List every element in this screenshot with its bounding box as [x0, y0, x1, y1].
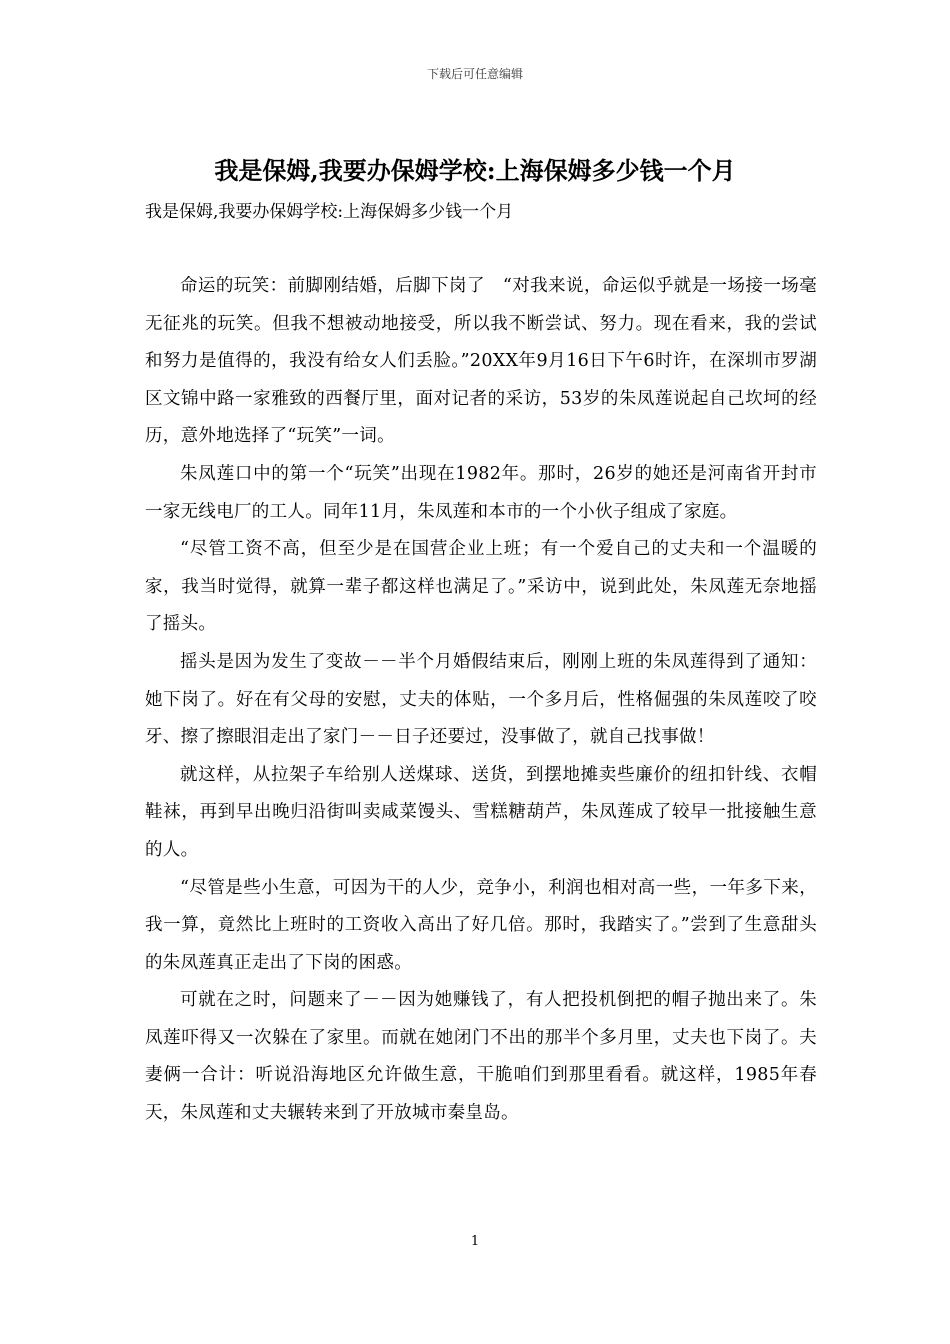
document-title: 我是保姆,我要办保姆学校:上海保姆多少钱一个月 — [214, 156, 736, 185]
document-subtitle: 我是保姆,我要办保姆学校:上海保姆多少钱一个月 — [145, 202, 514, 222]
page-number: 1 — [470, 1234, 480, 1249]
body-paragraph: 摇头是因为发生了变故－－半个月婚假结束后，刚刚上班的朱凤莲得到了通知：她下岗了。好在有父母的安慰，丈夫的体贴，一个多月后，性格倔强的朱凤莲咬了咬牙、擦了擦眼泪走出了家门－－日子还要过，没事做了，就自己找事做！ — [145, 651, 817, 748]
body-paragraph: 朱凤莲口中的第一个“玩笑”出现在1982年。那时，26岁的她还是河南省开封市一家无线电厂的工人。同年11月，朱凤莲和本市的一个小伙子组成了家庭。 — [145, 463, 817, 522]
body-paragraph: 命运的玩笑：前脚刚结婚，后脚下岗了 “对我来说，命运似乎就是一场接一场毫无征兆的玩笑。但我不想被动地接受，所以我不断尝试、努力。现在看来，我的尝试和努力是值得的，我没有给女人们丢脸。”20XX年9月16日下午6时许，在深圳市罗湖区文锦中路一家雅致的西餐厅里，面对记者的采访，53岁的朱凤莲说起自己坎坷的经历，意外地选择了“玩笑”一词。 — [145, 276, 817, 447]
page-header-note: 下载后可任意编辑 — [426, 67, 523, 81]
body-paragraph: 可就在之时，问题来了－－因为她赚钱了，有人把投机倒把的帽子抛出来了。朱凤莲吓得又一次躲在了家里。而就在她闭门不出的那半个多月里，丈夫也下岗了。夫妻俩一合计：听说沿海地区允许做生意，干脆咱们到那里看看。就这样，1985年春天，朱凤莲和丈夫辗转来到了开放城市秦皇岛。 — [145, 990, 817, 1124]
body-paragraph: 就这样，从拉架子车给别人送煤球、送货，到摆地摊卖些廉价的纽扣针线、衣帽鞋袜，再到早出晚归沿街叫卖咸菜馒头、雪糕糖葫芦，朱凤莲成了较早一批接触生意的人。 — [145, 764, 817, 860]
body-paragraph: “尽管工资不高，但至少是在国营企业上班；有一个爱自己的丈夫和一个温暖的家，我当时觉得，就算一辈子都这样也满足了。”采访中，说到此处，朱凤莲无奈地摇了摇头。 — [145, 539, 817, 635]
document-body — [145, 268, 817, 1133]
body-paragraph: “尽管是些小生意，可因为干的人少，竞争小，利润也相对高一些，一年多下来，我一算，竟然比上班时的工资收入高出了好几倍。那时，我踏实了。”尝到了生意甜头的朱凤莲真正走出了下岗的困惑。 — [145, 877, 817, 973]
